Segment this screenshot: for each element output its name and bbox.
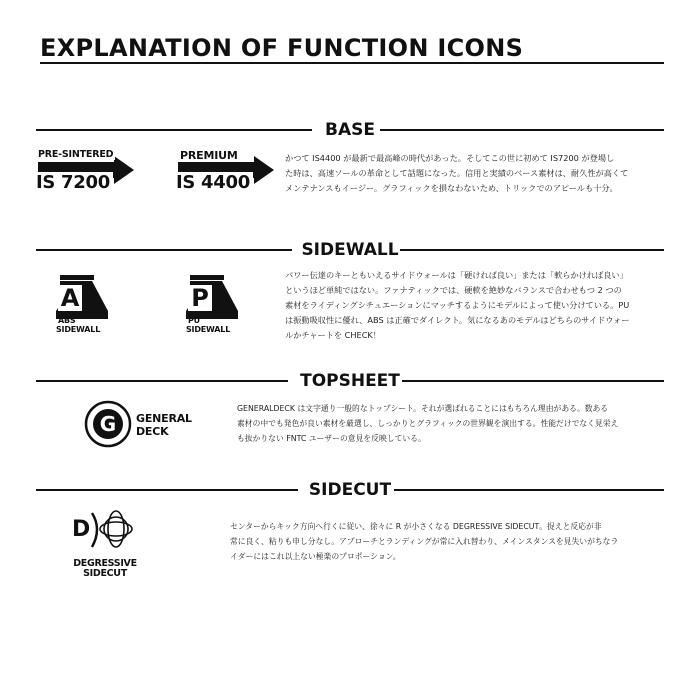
text-line: パワー伝達のキーともいえるサイドウォールは「硬ければ良い」または「軟らかければ良い」 [285,270,628,280]
base-main-label: IS 4400 [176,172,253,193]
topsheet-description [237,401,670,446]
sidewall-heading: SIDEWALL [301,240,399,260]
base-top-label: PREMIUM [180,149,238,162]
text-line: 素材をライディングシチュエーションにマッチするようにモデルによって使い分けている。PU [285,300,630,310]
general-deck-icon [84,400,204,450]
topsheet-section-header [36,369,664,393]
base-main-label: IS 7200 [36,172,113,193]
text-line: ルかチャートを CHECK！ [285,330,381,340]
sidewall-caption: SIDEWALL [56,325,101,334]
base-top-label: PRE-SINTERED [38,149,114,160]
divider-line [402,380,664,382]
sidecut-heading: SIDECUT [308,480,392,500]
sidewall-letter: P [188,285,212,311]
text-line: GENERALDECK は文字通り一般的なトップシート。それが選ばれることにはもちろん理由がある。数ある [237,404,609,413]
text-line: 常に良く、粘りも申し分なし。アプローチとランディングが常に入れ替わり、メインスタンスを見失いがちなラ [230,537,619,546]
divider-line [400,249,664,251]
base-section-header [36,118,664,142]
sidecut-description [230,519,670,564]
sidecut-letter: D [72,517,91,542]
pu-sidewall-icon [184,275,244,335]
sidewall-section-header [36,238,664,262]
sidecut-section-header [36,478,664,502]
sidewall-description [285,268,670,343]
abs-sidewall-icon [54,275,114,335]
text-line: センターからキック方向へ行くに従い、徐々に R が小さくなる DEGRESSIVE SIDECUT。捉えと反応が非 [230,522,602,531]
text-line: メンテナンスもイージー。グラフィックを損なわないため、トリックでのアピールも十分。 [285,183,618,193]
text-line: た時は、高速ソールの革命として話題になった。信用と実績のベース素材は、耐久性が高くて [285,168,629,178]
sidewall-caption: PU [188,316,200,325]
topsheet-letter: G [99,412,117,436]
sidewall-caption: ABS [58,316,76,325]
page-title: EXPLANATION OF FUNCTION ICONS [40,34,524,62]
divider-line [394,489,664,491]
base-description [285,151,665,196]
sidecut-curve-icon [86,509,146,553]
topsheet-label: GENERAL [136,412,192,425]
sidecut-caption: DEGRESSIVE [73,558,137,569]
sidewall-letter: A [58,285,82,311]
premium-base-icon [176,150,276,196]
sidecut-caption: SIDECUT [83,568,127,579]
text-line: も抜かりない FNTC ユーザーの意見を反映している。 [237,434,426,443]
topsheet-label: DECK [136,425,169,438]
degressive-sidecut-icon [62,509,152,581]
text-line: は振動吸収性に優れ、ABS は正確でダイレクト。気になるあのモデルはどちらのサイドウォー [285,315,630,325]
text-line: というほど単純ではない。ファナティックでは、硬軟を絶妙なバランスで合わせもつ 2 つの [285,285,622,295]
sidewall-caption: SIDEWALL [186,325,231,334]
divider-line [380,129,664,131]
text-line: イダーにはこれ以上ない極楽のプロポーション。 [230,552,401,561]
topsheet-heading: TOPSHEET [300,371,400,391]
title-underline [40,62,664,64]
pre-sintered-base-icon [36,150,136,196]
text-line: かつて IS4400 が最新で最高峰の時代があった。そしてこの世に初めて IS7200 が登場し [285,153,615,163]
base-heading: BASE [325,120,375,140]
text-line: 素材の中でも発色が良い素材を厳選し、しっかりとグラフィックの世界観を演出する。性能だけでなく見栄え [237,419,619,428]
